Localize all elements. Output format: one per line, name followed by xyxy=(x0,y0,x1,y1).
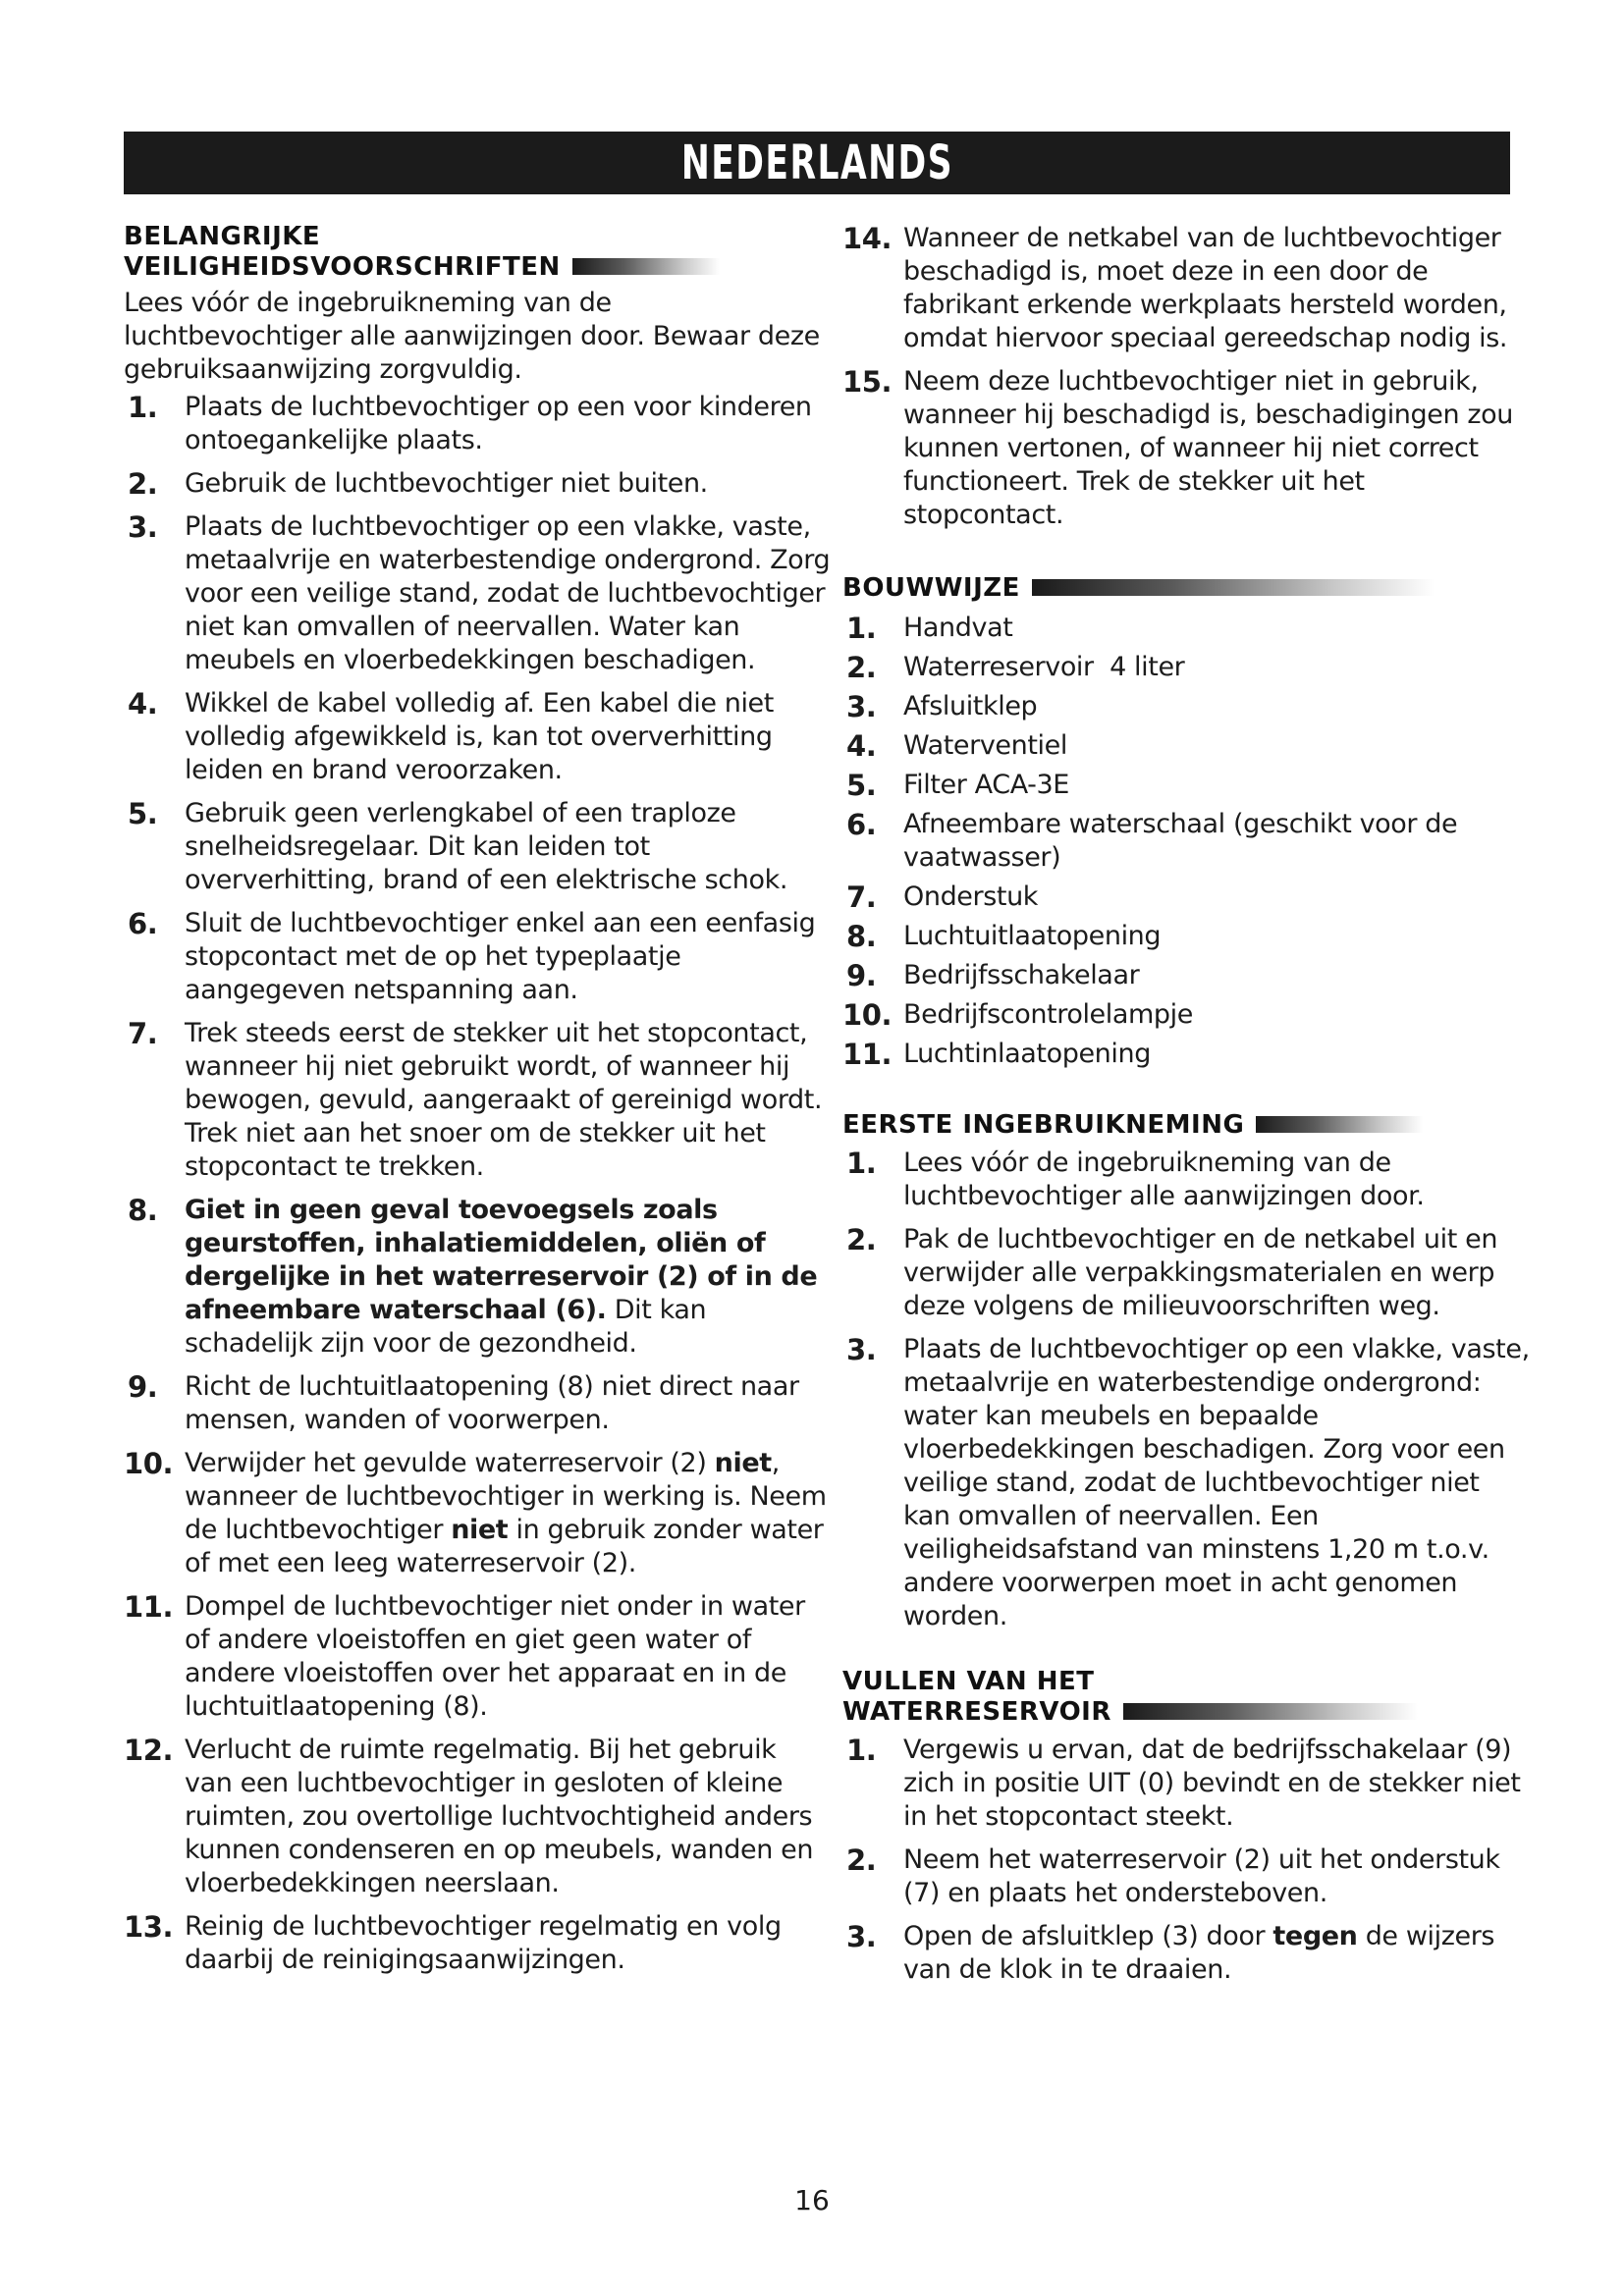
language-banner xyxy=(124,132,1510,194)
item-number: 11. xyxy=(842,1038,893,1071)
first-use-heading-wrap xyxy=(842,1110,1530,1141)
list-item xyxy=(842,998,1530,1032)
item-text: Filter ACA-3E xyxy=(903,770,1069,800)
item-text-bold: niet xyxy=(714,1448,772,1478)
item-number: 9. xyxy=(846,959,877,992)
item-text: Neem deze luchtbevochtiger niet in gebruik, wanneer hij beschadigd is, beschadigingen zou kunnen vertonen, of wanneer hij niet correct functioneert. Trek de stekker uit het stopcontact. xyxy=(903,366,1513,530)
heading-gradient-bar xyxy=(1032,579,1435,596)
list-item xyxy=(842,1038,1530,1071)
list-item xyxy=(124,907,831,1007)
item-number: 3. xyxy=(846,1920,877,1953)
item-number: 8. xyxy=(846,920,877,953)
list-item xyxy=(842,920,1530,953)
item-number: 8. xyxy=(128,1194,158,1227)
item-text: Onderstuk xyxy=(903,881,1039,912)
item-text: Handvat xyxy=(903,613,1013,643)
list-item xyxy=(124,1370,831,1437)
heading-gradient-bar xyxy=(1256,1116,1423,1133)
item-number: 10. xyxy=(842,998,893,1032)
item-number: 3. xyxy=(128,510,158,544)
right-column xyxy=(842,222,1530,1997)
item-text: Waterventiel xyxy=(903,730,1067,761)
item-text: in gebruik zonder water of met een leeg waterreservoir (2). xyxy=(185,1515,824,1578)
list-item xyxy=(124,1910,831,1977)
item-number: 2. xyxy=(846,1223,877,1256)
item-text: Plaats de luchtbevochtiger op een vlakke, vaste, metaalvrije en waterbestendige ondergrond: water kan meubels en bepaalde vloerbedekkingen beschadigen. Zorg voor een veilige stand, zodat de luchtbevochtiger niet kan omvallen of neervallen. Een veiligheidsafstand van minstens 1,20 m t.o.v. andere voorwerpen moet in acht genomen worden. xyxy=(903,1334,1530,1631)
item-text: Wanneer de netkabel van de luchtbevochtiger beschadigd is, moet deze in een door de fabrikant erkende werkplaats hersteld worden, omdat hiervoor speciaal gereedschap nodig is. xyxy=(903,223,1508,353)
item-text-bold: Giet in geen geval toevoegsels zoals geurstoffen, inhalatiemiddelen, oliën of dergelijke in het waterreservoir (2) of in de afneembare waterschaal (6). xyxy=(185,1195,818,1325)
item-number: 7. xyxy=(128,1017,158,1050)
item-text: Afsluitklep xyxy=(903,691,1038,721)
list-item xyxy=(842,1223,1530,1323)
item-text: Gebruik geen verlengkabel of een traploze snelheidsregelaar. Dit kan leiden tot oververhitting, brand of een elektrische schok. xyxy=(185,798,787,895)
item-number: 6. xyxy=(128,907,158,940)
item-text: Dit kan schadelijk zijn voor de gezondheid. xyxy=(185,1295,707,1359)
list-item xyxy=(842,808,1530,875)
item-text-bold: tegen xyxy=(1272,1921,1358,1951)
item-number: 5. xyxy=(128,797,158,830)
item-number: 13. xyxy=(124,1910,174,1944)
safety-heading-line2-wrap xyxy=(124,252,831,283)
list-item xyxy=(124,510,831,677)
item-text: Vergewis u ervan, dat de bedrijfsschakelaar (9) zich in positie UIT (0) bevindt en de stekker niet in het stopcontact steekt. xyxy=(903,1735,1521,1832)
banner-title: NEDERLANDS xyxy=(680,135,953,190)
safety-heading xyxy=(124,222,831,283)
item-text: Trek steeds eerst de stekker uit het stopcontact, wanneer hij niet gebruikt wordt, of wanneer hij bewogen, gevuld, aangeraakt of gereinigd wordt. Trek niet aan het snoer om de stekker uit het stopcontact te trekken. xyxy=(185,1018,823,1182)
filling-heading-line2: WATERRESERVOIR xyxy=(842,1697,1111,1727)
list-item xyxy=(124,797,831,897)
item-number: 3. xyxy=(846,690,877,723)
item-text: Afneembare waterschaal (geschikt voor de vaatwasser) xyxy=(903,809,1458,873)
item-text: Open de afsluitklep (3) door xyxy=(903,1921,1273,1951)
item-text: Lees vóór de ingebruikneming van de luchtbevochtiger alle aanwijzingen door. xyxy=(903,1148,1425,1211)
item-text: Gebruik de luchtbevochtiger niet buiten. xyxy=(185,468,708,499)
item-number: 11. xyxy=(124,1590,174,1624)
item-number: 2. xyxy=(846,651,877,684)
filling-heading-line1: VULLEN VAN HET xyxy=(842,1667,1095,1696)
safety-heading-line2: VEILIGHEIDSVOORSCHRIFTEN xyxy=(124,252,561,282)
filling-list xyxy=(842,1734,1530,1987)
item-text: Plaats de luchtbevochtiger op een voor kinderen ontoegankelijke plaats. xyxy=(185,392,812,455)
item-number: 9. xyxy=(128,1370,158,1404)
list-item xyxy=(124,1447,831,1580)
page-number: 16 xyxy=(794,2184,830,2216)
safety-section xyxy=(124,222,831,1977)
heading-gradient-bar xyxy=(572,258,720,275)
safety-heading-line1: BELANGRIJKE xyxy=(124,222,321,251)
item-number: 1. xyxy=(846,612,877,645)
list-item xyxy=(842,612,1530,645)
item-number: 12. xyxy=(124,1734,174,1767)
item-text: Reinig de luchtbevochtiger regelmatig en volg daarbij de reinigingsaanwijzingen. xyxy=(185,1911,782,1975)
list-item xyxy=(124,687,831,787)
safety-list-continued xyxy=(842,222,1530,532)
item-text: Bedrijfscontrolelampje xyxy=(903,999,1193,1030)
item-number: 1. xyxy=(846,1734,877,1767)
first-use-heading-text: EERSTE INGEBRUIKNEMING xyxy=(842,1110,1245,1140)
construction-heading xyxy=(842,573,1530,604)
list-item xyxy=(124,467,831,501)
list-item xyxy=(124,391,831,457)
item-text: Dompel de luchtbevochtiger niet onder in water of andere vloeistoffen en giet geen water of andere vloeistoffen over het apparaat en in de luchtuitlaatopening (8). xyxy=(185,1591,805,1722)
item-number: 4. xyxy=(846,729,877,763)
list-item xyxy=(124,1017,831,1184)
list-item xyxy=(842,1734,1530,1834)
item-number: 4. xyxy=(128,687,158,721)
list-item xyxy=(124,1194,831,1361)
list-item xyxy=(842,1920,1530,1987)
list-item xyxy=(842,1147,1530,1213)
item-text: Richt de luchtuitlaatopening (8) niet direct naar mensen, wanden of voorwerpen. xyxy=(185,1371,799,1435)
item-number: 7. xyxy=(846,881,877,914)
item-number: 2. xyxy=(128,467,158,501)
list-item xyxy=(842,222,1530,355)
item-number: 3. xyxy=(846,1333,877,1366)
item-text: Verwijder het gevulde waterreservoir (2) xyxy=(185,1448,715,1478)
item-text: Waterreservoir 4 liter xyxy=(903,652,1185,682)
left-column xyxy=(124,222,831,1987)
list-item xyxy=(842,729,1530,763)
list-item xyxy=(124,1590,831,1724)
construction-section xyxy=(842,573,1530,1071)
first-use-section xyxy=(842,1110,1530,1633)
item-number: 14. xyxy=(842,222,893,255)
filling-heading-line2-wrap xyxy=(842,1697,1530,1728)
item-text: Sluit de luchtbevochtiger enkel aan een eenfasig stopcontact met de op het typeplaatje aangegeven netspanning aan. xyxy=(185,908,816,1005)
heading-gradient-bar xyxy=(1123,1703,1418,1720)
item-number: 2. xyxy=(846,1843,877,1877)
safety-list xyxy=(124,391,831,1977)
list-item xyxy=(842,365,1530,532)
item-text-bold: niet xyxy=(451,1515,509,1545)
list-item xyxy=(842,690,1530,723)
item-number: 10. xyxy=(124,1447,174,1480)
item-text: Neem het waterreservoir (2) uit het onderstuk (7) en plaats het ondersteboven. xyxy=(903,1844,1500,1908)
item-text: de wijzers van de klok in te draaien. xyxy=(903,1921,1495,1985)
item-text: Verlucht de ruimte regelmatig. Bij het gebruik van een luchtbevochtiger in gesloten of kleine ruimten, zou overtollige luchtvochtigheid anders kunnen condenseren en op meubels, wanden en vloerbedekkingen neerslaan. xyxy=(185,1735,814,1898)
item-number: 5. xyxy=(846,769,877,802)
filling-heading xyxy=(842,1667,1530,1728)
item-text: Luchtuitlaatopening xyxy=(903,921,1162,951)
construction-heading-wrap xyxy=(842,573,1530,604)
list-item xyxy=(842,769,1530,802)
item-text: Plaats de luchtbevochtiger op een vlakke, vaste, metaalvrije en waterbestendige ondergrond. Zorg voor een veilige stand, zodat de luchtbevochtiger niet kan omvallen of neervallen. Water kan meubels en vloerbedekkingen beschadigen. xyxy=(185,511,831,675)
item-number: 1. xyxy=(846,1147,877,1180)
construction-heading-text: BOUWWIJZE xyxy=(842,573,1020,603)
item-text: Wikkel de kabel volledig af. Een kabel die niet volledig afgewikkeld is, kan tot oververhitting leiden en brand veroorzaken. xyxy=(185,688,774,785)
list-item xyxy=(842,881,1530,914)
first-use-list xyxy=(842,1147,1530,1633)
item-number: 15. xyxy=(842,365,893,399)
list-item xyxy=(842,1333,1530,1633)
item-text: , wanneer de luchtbevochtiger in werking is. Neem de luchtbevochtiger xyxy=(185,1448,827,1545)
list-item xyxy=(842,1843,1530,1910)
list-item xyxy=(842,651,1530,684)
first-use-heading xyxy=(842,1110,1530,1141)
list-item xyxy=(842,959,1530,992)
item-number: 1. xyxy=(128,391,158,424)
item-number: 6. xyxy=(846,808,877,841)
item-text: Pak de luchtbevochtiger en de netkabel uit en verwijder alle verpakkingsmaterialen en werp deze volgens de milieuvoorschriften weg. xyxy=(903,1224,1498,1321)
construction-list xyxy=(842,612,1530,1071)
safety-intro: Lees vóór de ingebruikneming van de luchtbevochtiger alle aanwijzingen door. Bewaar deze gebruiksaanwijzing zorgvuldig. xyxy=(124,288,820,385)
item-text: Luchtinlaatopening xyxy=(903,1039,1151,1069)
filling-section xyxy=(842,1667,1530,1987)
item-text: Bedrijfsschakelaar xyxy=(903,960,1140,990)
list-item xyxy=(124,1734,831,1900)
